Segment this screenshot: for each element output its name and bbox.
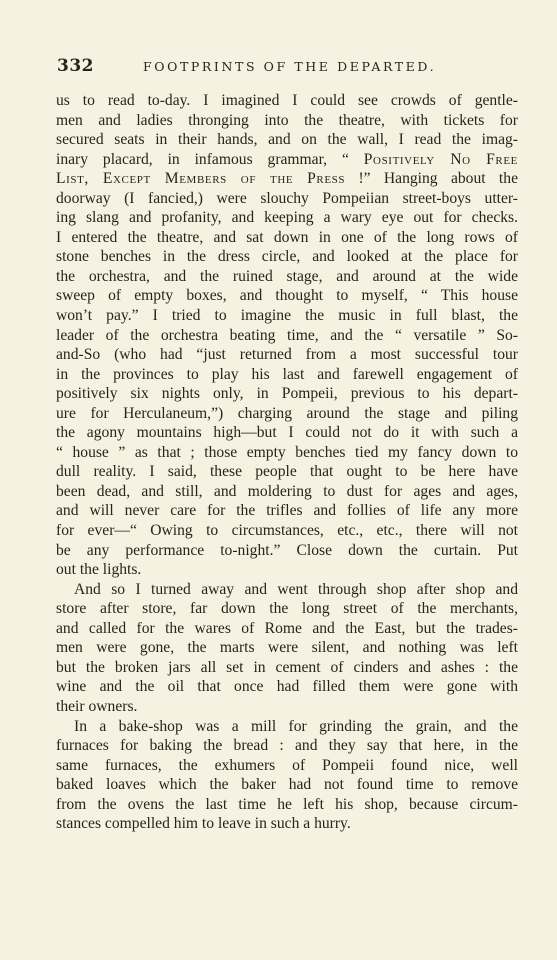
paragraph-start-line: In a bake-shop was a mill for grinding the grain, and the <box>74 717 518 735</box>
text-line: baked loaves which the baker had not found time to remove <box>56 776 518 794</box>
text-line: secured seats in their hands, and on the wall, I read the imag- <box>56 131 518 149</box>
text-line: be any performance to-night.” Close down the curtain. Put <box>56 541 518 559</box>
text-line: and will never care for the trifles and follies of life any more <box>56 502 518 520</box>
text-line: men were gone, the marts were silent, and nothing was left <box>56 639 518 657</box>
text-line: been dead, and still, and moldering to dust for ages and ages, <box>56 482 518 500</box>
page-number: 332 <box>57 56 94 76</box>
text-line: for ever—“ Owing to circumstances, etc., etc., there will not <box>56 522 518 540</box>
text-line: from the ovens the last time he left his shop, because circum- <box>56 795 518 813</box>
paragraph-end-line: their owners. <box>56 697 138 715</box>
text-line: List, Except Members of the Press !” Hanging about the <box>56 170 518 188</box>
text-line: same furnaces, the exhumers of Pompeii found nice, well <box>56 756 518 774</box>
text-line: and called for the wares of Rome and the East, but the trades- <box>56 619 518 637</box>
text-line: sweep of empty boxes, and thought to myself, “ This house <box>56 287 518 305</box>
text-line: ure for Herculaneum,”) charging around the stage and piling <box>56 404 518 422</box>
paragraph-start-line: And so I turned away and went through shop after shop and <box>74 580 518 598</box>
text-line: positively six nights only, in Pompeii, previous to his depart- <box>56 385 518 403</box>
text-line: won’t pay.” I tried to imagine the music in full blast, the <box>56 307 518 325</box>
text-line: “ house ” as that ; those empty benches tied my fancy down to <box>56 443 518 461</box>
text-line: the orchestra, and the ruined stage, and around at the wide <box>56 267 518 285</box>
text-line: ing slang and profanity, and keeping a wary eye out for checks. <box>56 209 518 227</box>
text-line: I entered the theatre, and sat down in one of the long rows of <box>56 228 518 246</box>
text-line: wine and the oil that once had filled them were gone with <box>56 678 518 696</box>
text-line: us to read to-day. I imagined I could see crowds of gentle- <box>56 92 518 109</box>
text-line: in the provinces to play his last and farewell engagement of <box>56 365 518 383</box>
text-line: but the broken jars all set in cement of cinders and ashes : the <box>56 658 518 676</box>
paragraph-end-line: out the lights. <box>56 561 142 579</box>
text-line: the agony mountains high—but I could not do it with such a <box>56 424 518 442</box>
text-line: dull reality. I said, these people that ought to be here have <box>56 463 518 481</box>
text-line: inary placard, in infamous grammar, “ Positively No Free <box>56 150 518 168</box>
text-line: doorway (I fancied,) were slouchy Pompeiian street-boys utter- <box>56 189 518 207</box>
body-text <box>56 91 518 834</box>
text-line: furnaces for baking the bread : and they say that here, in the <box>56 737 518 755</box>
text-line: stone benches in the dress circle, and looked at the place for <box>56 248 518 266</box>
text-line: store after store, far down the long street of the merchants, <box>56 600 518 618</box>
running-title: FOOTPRINTS OF THE DEPARTED. <box>143 59 437 74</box>
text-line: leader of the orchestra beating time, and the “ versatile ” So- <box>56 326 518 344</box>
text-line: men and ladies thronging into the theatre, with tickets for <box>56 111 518 129</box>
page-header <box>57 56 517 80</box>
paragraph-end-line: stances compelled him to leave in such a hurry. <box>56 815 351 833</box>
text-line: and-So (who had “just returned from a most successful tour <box>56 346 518 364</box>
